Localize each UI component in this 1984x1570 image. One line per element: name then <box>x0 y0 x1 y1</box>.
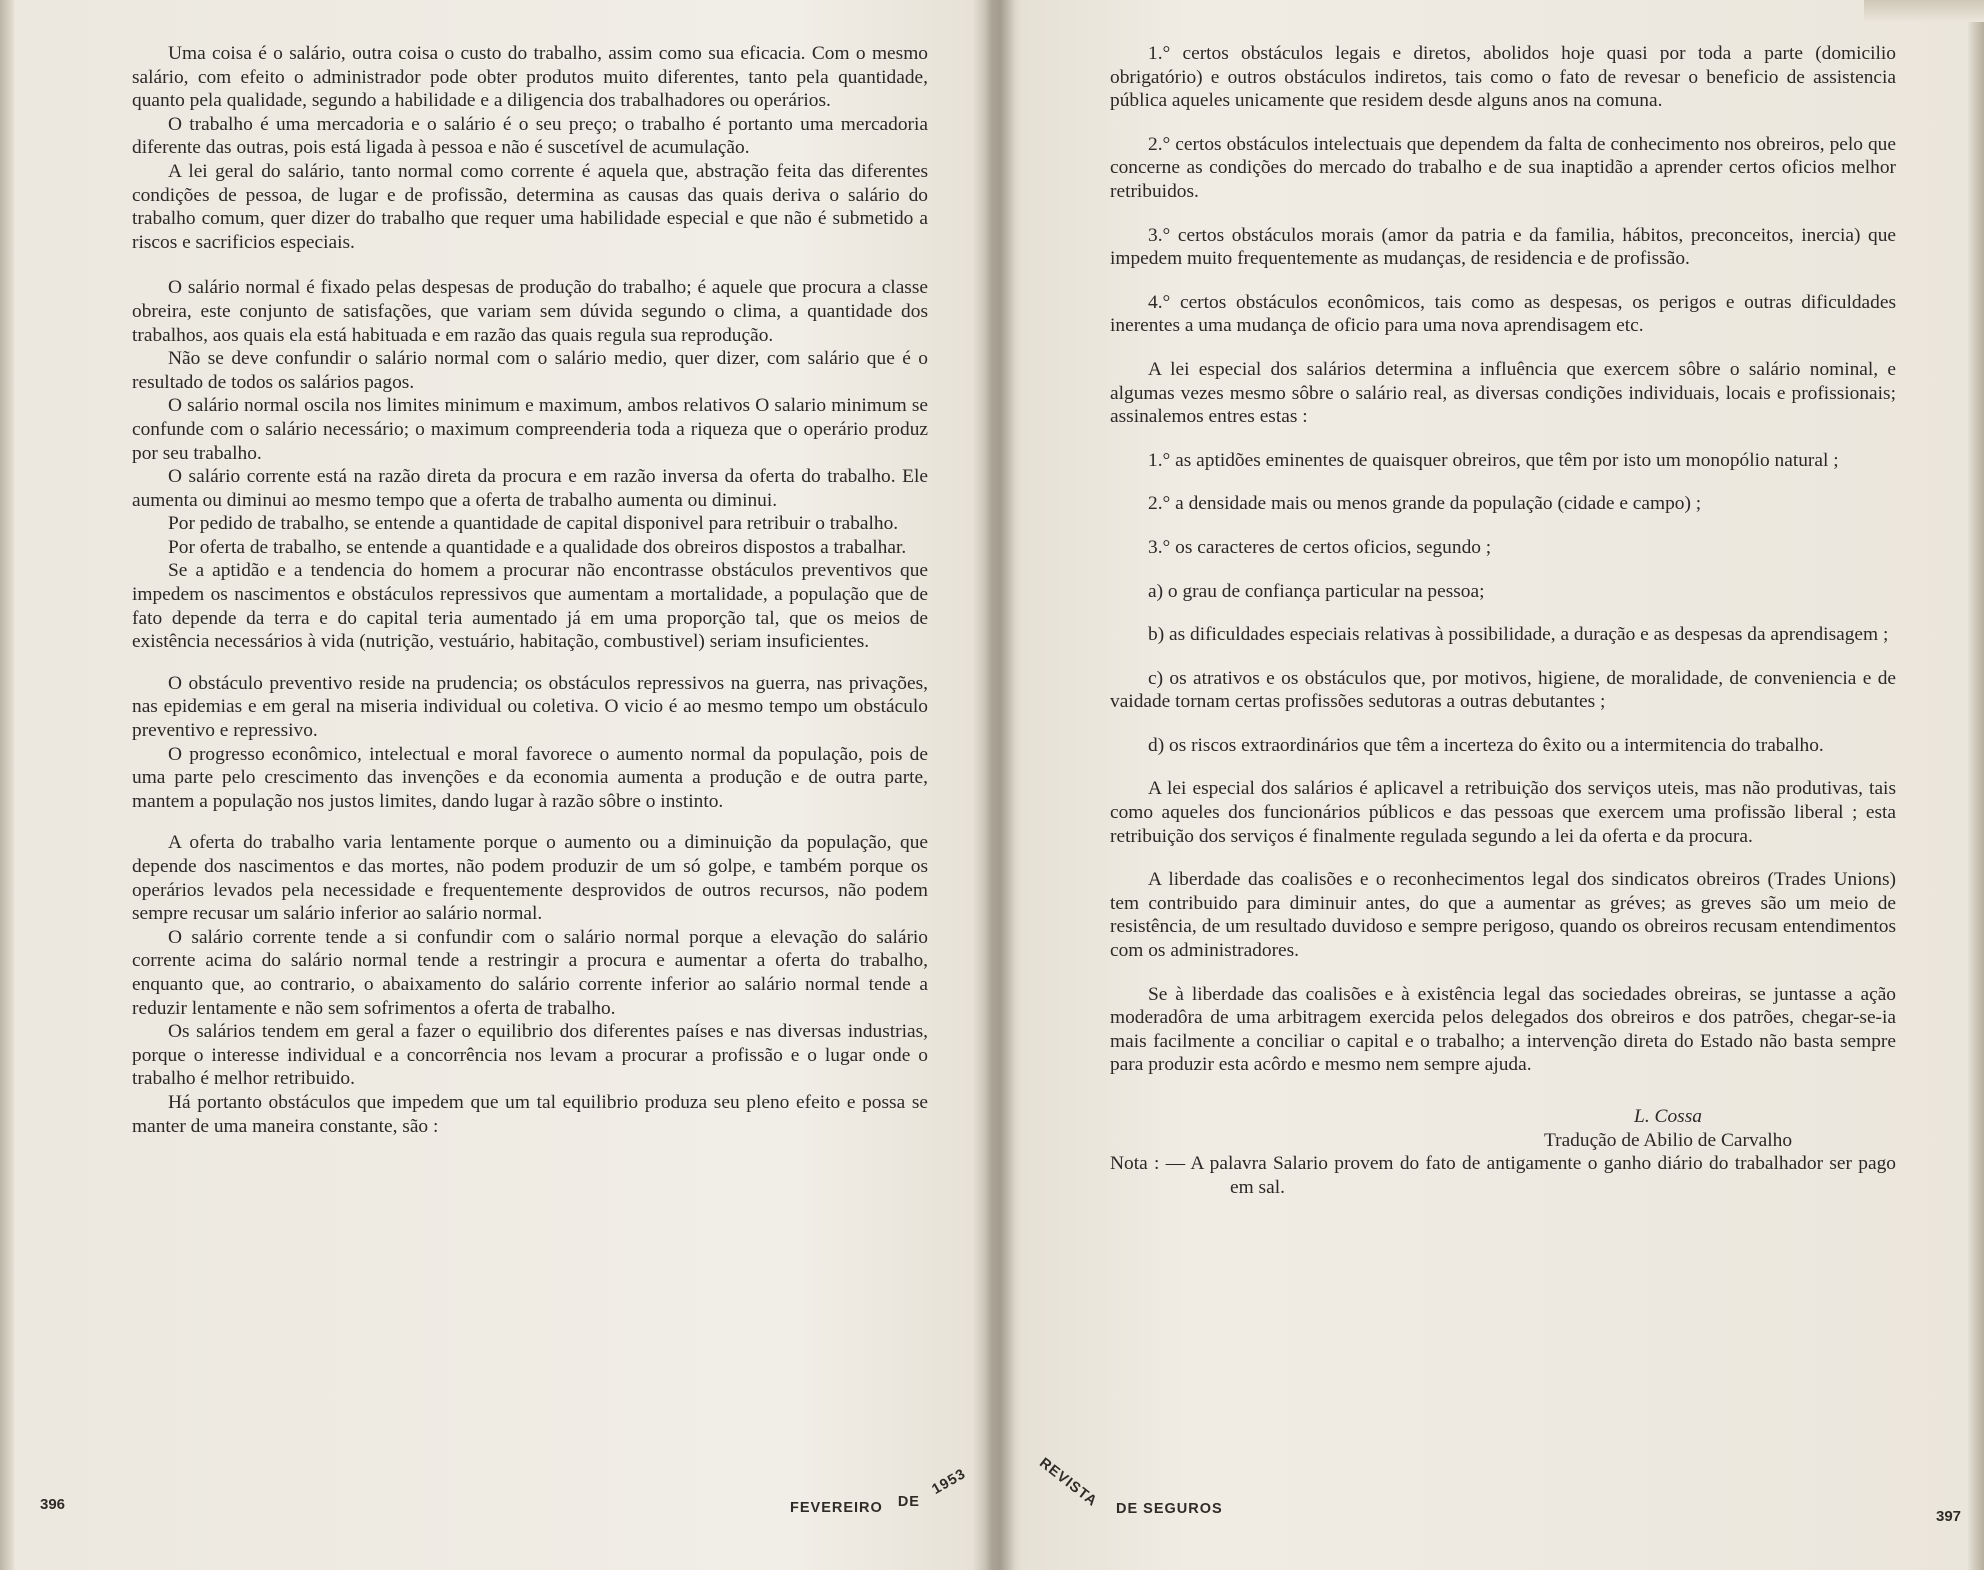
left-page-text <box>132 42 928 1138</box>
paragraph: Os salários tendem em geral a fazer o equilibrio dos diferentes países e nas diversas industrias, porque o interesse individual e a concorrência nos levam a procurar a profissão e o lugar onde o trabalho é melhor retribuido. <box>132 1021 928 1090</box>
paragraph: Por oferta de trabalho, se entende a quantidade e a qualidade dos obreiros dispostos a trabalhar. <box>168 536 907 558</box>
list-item: 3.° certos obstáculos morais (amor da patria e da familia, hábitos, preconceitos, inercia) que impedem muito frequentemente as mudanças, de residencia e de profissão. <box>1110 224 1896 270</box>
list-item: 2.° certos obstáculos intelectuais que dependem da falta de conhecimento nos obreiros, pelo que concerne as condições do mercado do trabalho e de sua inaptidão a aprender certos oficios melhor retribuidos. <box>1110 133 1896 202</box>
paragraph: O salário corrente está na razão direta da procura e em razão inversa da oferta do trabalho. Ele aumenta ou diminui ao mesmo tempo que a oferta de trabalho aumenta ou diminui. <box>132 466 928 511</box>
list-item: a) o grau de confiança particular na pessoa; <box>1148 580 1485 602</box>
list-item: 1.° certos obstáculos legais e diretos, abolidos hoje quasi por toda a parte (domicilio obrigatório) e outros obstáculos indiretos, tais como o fato de revesar o beneficio de assistencia pública aqueles unicamente que residem desde alguns anos na comuna. <box>1110 43 1896 112</box>
paragraph: Se a aptidão e a tendencia do homem a procurar não encontrasse obstáculos preventivos que impedem os nascimentos e obstáculos repressivos que aumentam a mortalidade, a população que de fato depende da terra e do capital teria aumentado já em uma proporção tal, que os meios de existência necessários à vida (nutrição, vestuário, habitação, combustivel) seriam insuficientes. <box>132 560 928 653</box>
paragraph: O salário normal é fixado pelas despesas de produção do trabalho; é aquele que procura a classe obreira, este conjunto de satisfações, que variam sem dúvida segundo o clima, a quantidade dos trabalhos, aos quais ela está habituada e em razão das quais regula sua reprodução. <box>132 277 928 346</box>
book-gutter <box>985 0 1015 1570</box>
page-edge-top-right <box>1864 0 1984 22</box>
list-item: 2.° a densidade mais ou menos grande da população (cidade e campo) ; <box>1148 493 1702 515</box>
running-head-month: FEVEREIRO <box>790 1500 883 1516</box>
page-edge-right <box>1968 0 1984 1570</box>
paragraph: Não se deve confundir o salário normal com o salário medio, quer dizer, com salário que é o resultado de todos os salários pagos. <box>132 348 928 393</box>
paragraph: A lei geral do salário, tanto normal como corrente é aquela que, abstração feita das diferentes condições de pessoa, de lugar e de profissão, determina as causas das quais deriva o salário do trabalho comum, quer dizer do trabalho que requer uma habilidade especial e que não é submetido a riscos e sacrificios especiais. <box>132 160 928 253</box>
signature-block <box>1110 1105 1896 1152</box>
signature-translation: Tradução de Abilio de Carvalho <box>1543 1129 1793 1151</box>
paragraph: Uma coisa é o salário, outra coisa o custo do trabalho, assim como sua eficacia. Com o mesmo salário, com efeito o administrador pode obter produtos muito diferentes, tanto pela quantidade, quanto pela qualidade, segundo a habilidade e a diligencia dos trabalhadores ou operários. <box>132 43 928 112</box>
paragraph: O obstáculo preventivo reside na prudencia; os obstáculos repressivos na guerra, nas privações, nas epidemias e em geral na miseria individual ou coletiva. O vicio é ao mesmo tempo um obstáculo preventivo e repressivo. <box>132 672 928 742</box>
paragraph: A liberdade das coalisões e o reconhecimentos legal dos sindicatos obreiros (Trades Unions) tem contribuido para diminuir antes, do que a aumentar as gréves; as greves são um meio de resistência, de um resultado duvidoso e sempre perigoso, quando os obreiros recusam entendimentos com os administradores. <box>1110 869 1896 962</box>
list-item: 4.° certos obstáculos econômicos, tais como as despesas, os perigos e outras dificuldades inerentes a uma mudança de oficio para uma nova aprendisagem etc. <box>1110 291 1896 337</box>
running-head-revista: REVISTA <box>1036 1455 1101 1510</box>
list-item: d) os riscos extraordinários que têm a incerteza do êxito ou a intermitencia do trabalho. <box>1148 734 1824 756</box>
running-head-right <box>1036 1455 1223 1517</box>
paragraph: O progresso econômico, intelectual e moral favorece o aumento normal da população, pois de uma parte pelo crescimento das invenções e da economia aumenta a produção e de outra parte, mantem a população nos justos limites, dando lugar à razão sôbre o instinto. <box>132 743 928 812</box>
paragraph: A oferta do trabalho varia lentamente porque o aumento ou a diminuição da população, que depende dos nascimentos e das mortes, não podem produzir de um só golpe, e também porque os operários levados pela necessidade e frequentemente desprovidos de outros recursos, não podem sempre recusar um salário inferior ao salário normal. <box>132 832 928 925</box>
page-edge-left <box>0 0 14 1570</box>
running-head-seguros: DE SEGUROS <box>1116 1501 1223 1517</box>
list-item: b) as dificuldades especiais relativas à possibilidade, a duração e as despesas da aprendisagem ; <box>1148 624 1889 646</box>
list-item: c) os atrativos e os obstáculos que, por motivos, higiene, de moralidade, de conveniencia e de vaidade tornam certas profissões sedutoras a outras debutantes ; <box>1110 667 1896 713</box>
paragraph: A lei especial dos salários é aplicavel a retribuição dos serviços uteis, mas não produtivas, tais como aqueles dos funcionários públicos e das pessoas que exercem uma profissão liberal ; esta retribuição dos serviços é finalmente regulada segundo a lei da oferta e da procura. <box>1110 778 1896 847</box>
running-head-left <box>790 1466 969 1516</box>
paragraph: Há portanto obstáculos que impedem que um tal equilibrio produza seu pleno efeito e possa se manter de uma maneira constante, são : <box>132 1091 928 1137</box>
list-item: 1.° as aptidões eminentes de quaisquer obreiros, que têm por isto um monopólio natural ; <box>1148 449 1839 471</box>
paragraph: Se à liberdade das coalisões e à existência legal das sociedades obreiras, se juntasse a ação moderadôra de uma arbitragem exercida pelos delegados dos obreiros e dos patrões, chegar-se-ia mais facilmente a conciliar o capital e o trabalho; a intervenção direta do Estado não basta sempre para produzir esta acôrdo e mesmo nem sempre ajuda. <box>1110 983 1896 1076</box>
paragraph: O salário corrente tende a si confundir com o salário normal porque a elevação do salário corrente acima do salário normal tende a restringir a procura e aumentar a oferta do trabalho, enquanto que, ao contrario, o abaixamento do salário corrente inferior ao salário normal tende a reduzir lentamente e não sem sofrimentos a oferta de trabalho. <box>132 926 928 1019</box>
page-number-right: 397 <box>1936 1508 1962 1525</box>
paragraph: O salário normal oscila nos limites minimum e maximum, ambos relativos O salario minimum se confunde com o salário necessário; o maximum compreenderia toda a riqueza que o operário produz por seu trabalho. <box>132 395 928 464</box>
signature-author: L. Cossa <box>1634 1106 1702 1127</box>
running-head-year: 1953 <box>929 1466 969 1498</box>
page-number-left: 396 <box>40 1496 66 1513</box>
footnote: Nota : — A palavra Salario provem do fato de antigamente o ganho diário do trabalhador ser pago em sal. <box>1110 1153 1896 1198</box>
running-head-de: DE <box>897 1494 920 1510</box>
paragraph: Por pedido de trabalho, se entende a quantidade de capital disponivel para retribuir o trabalho. <box>168 513 899 535</box>
paragraph: A lei especial dos salários determina a influência que exercem sôbre o salário nominal, e algumas vezes mesmo sôbre o salário real, as diversas condições individuais, locais e profissionais; assinalemos entres estas : <box>1110 358 1896 428</box>
paragraph: O trabalho é uma mercadoria e o salário é o seu preço; o trabalho é portanto uma mercadoria diferente das outras, pois está ligada à pessoa e não é suscetível de acumulação. <box>132 113 928 159</box>
list-item: 3.° os caracteres de certos oficios, segundo ; <box>1148 536 1492 558</box>
right-page-text <box>1110 42 1896 1199</box>
